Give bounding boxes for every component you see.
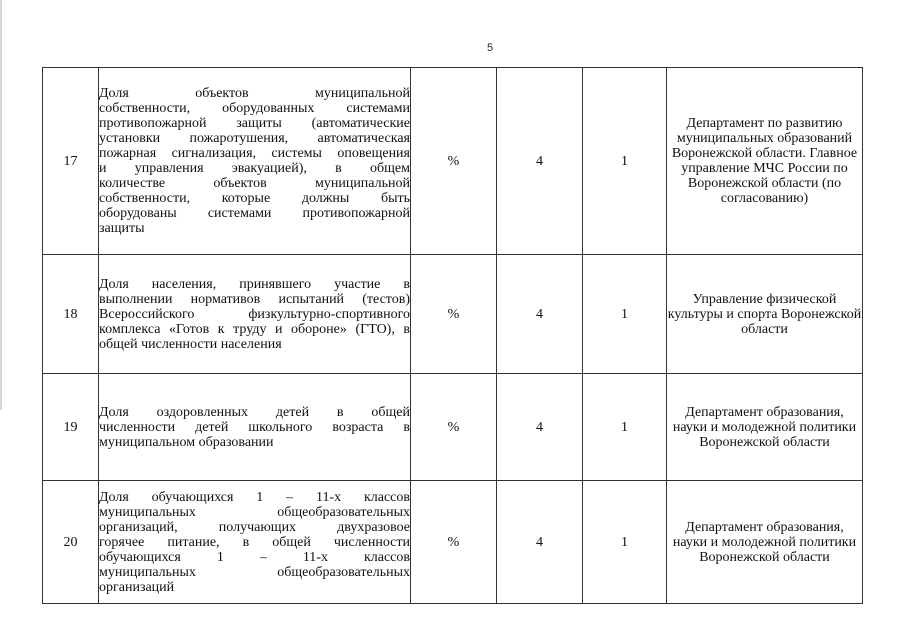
unit-cell: % [411,374,497,481]
unit-cell: % [411,68,497,255]
description-line: противопожарной защиты (автоматические [99,116,410,131]
value-a-cell: 4 [497,374,583,481]
indicator-description [99,255,411,374]
description-line: защиты [99,221,145,236]
row-number: 17 [43,68,99,255]
table-row [43,68,863,255]
description-line: и управления эвакуацией), в общем [99,161,410,176]
description-line: муниципальных общеобразовательных [99,564,410,580]
value-b-cell: 1 [583,68,667,255]
table-row [43,374,863,481]
row-number: 19 [43,374,99,481]
description-line: Доля оздоровленных детей в общей [99,404,410,420]
description-line: Всероссийского физкультурно-спортивного [99,306,410,322]
description-line: пожарная сигнализация, системы оповещения [99,146,410,161]
indicator-description [99,68,411,255]
description-line: обучающихся 1 – 11-х классов [99,549,410,565]
value-b-cell: 1 [583,481,667,604]
table-row [43,255,863,374]
description-line: Доля объектов муниципальной [99,86,410,101]
row-number: 20 [43,481,99,604]
row-number: 18 [43,255,99,374]
unit-cell: % [411,255,497,374]
value-a-cell: 4 [497,481,583,604]
description-line: общей численности населения [99,336,282,352]
indicators-table [42,67,863,604]
description-line: оборудованы системами противопожарной [99,206,410,221]
description-line: установки пожаротушения, автоматическая [99,131,410,146]
description-line: численности детей школьного возраста в [99,419,410,435]
responsible-department: Управление физической культуры и спорта Воронежской области [667,255,863,374]
description-line: Доля населения, принявшего участие в [99,276,410,292]
value-a-cell: 4 [497,255,583,374]
responsible-department: Департамент образования, науки и молодежной политики Воронежской области [667,374,863,481]
description-line: муниципальных общеобразовательных [99,504,410,520]
description-line: собственности, оборудованных системами [99,101,410,116]
responsible-department: Департамент образования, науки и молодежной политики Воронежской области [667,481,863,604]
table-row [43,481,863,604]
description-line: Доля обучающихся 1 – 11-х классов [99,489,410,505]
description-line: организаций [99,579,175,595]
responsible-department: Департамент по развитию муниципальных образований Воронежской области. Главное управление МЧС России по Воронежской области (по согласованию) [667,68,863,255]
indicator-description [99,481,411,604]
value-a-cell: 4 [497,68,583,255]
description-line: выполнении нормативов испытаний (тестов) [99,291,410,307]
description-line: комплекса «Готов к труду и обороне» (ГТО), в [99,321,410,337]
description-line: муниципальном образовании [99,434,274,450]
unit-cell: % [411,481,497,604]
value-b-cell: 1 [583,374,667,481]
description-line: организаций, получающих двухразовое [99,519,410,535]
scan-edge-shadow [0,0,2,410]
description-line: собственности, которые должны быть [99,191,410,206]
description-line: горячее питание, в общей численности [99,534,410,550]
indicator-description [99,374,411,481]
value-b-cell: 1 [583,255,667,374]
page-number: 5 [486,42,494,54]
description-line: количестве объектов муниципальной [99,176,410,191]
